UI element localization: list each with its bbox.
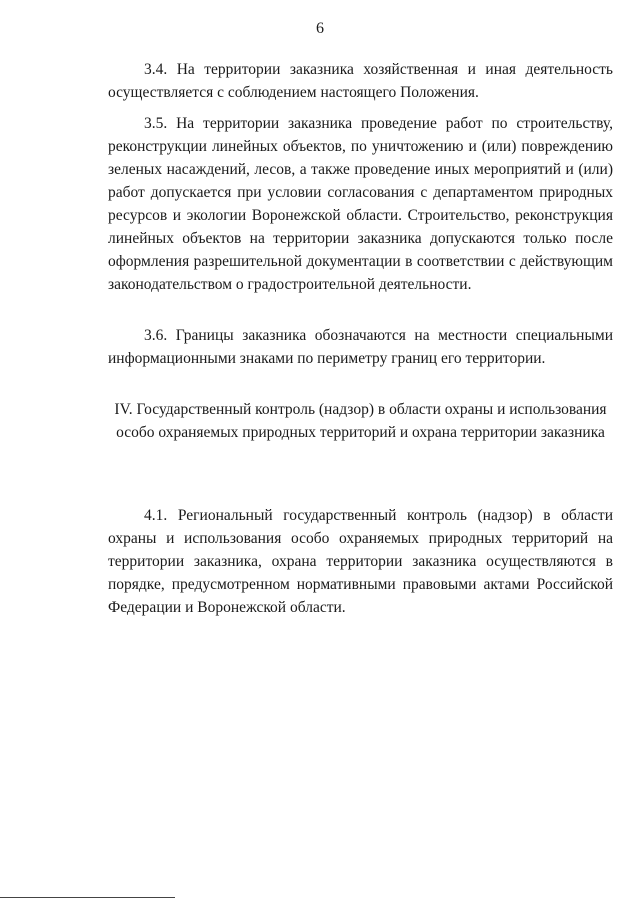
page-number: 6 xyxy=(316,20,324,37)
paragraph-4-1: 4.1. Региональный государственный контроль (надзор) в области охраны и использования особо охраняемых природных территорий на территории заказника, охрана территории заказника осуществляются в порядке, предусмотренном нормативными правовыми актами Российской Федерации и Воронежской области. xyxy=(108,507,613,616)
paragraph-3-5: 3.5. На территории заказника проведение работ по строительству, реконструкции линейных объектов, по уничтожению и (или) повреждению зеленых насаждений, лесов, а также проведение иных мероприятий и (или) работ допускается при условии согласования с департаментом природных ресурсов и экологии Воронежской области. Строительство, реконструкция линейных объектов на территории заказника допускаются только после оформления разрешительной документации в соответствии с действующим законодательством о градостроительной деятельности. xyxy=(108,115,613,293)
paragraph-3-6: 3.6. Границы заказника обозначаются на местности специальными информационными знаками по периметру границ его территории. xyxy=(108,327,613,367)
footer-divider xyxy=(0,897,175,898)
section-iv-heading: IV. Государственный контроль (надзор) в области охраны и использования особо охраняемых природных территорий и охрана территории заказника xyxy=(114,401,607,441)
paragraph-3-4: 3.4. На территории заказника хозяйственная и иная деятельность осуществляется с соблюдением настоящего Положения. xyxy=(108,61,613,101)
